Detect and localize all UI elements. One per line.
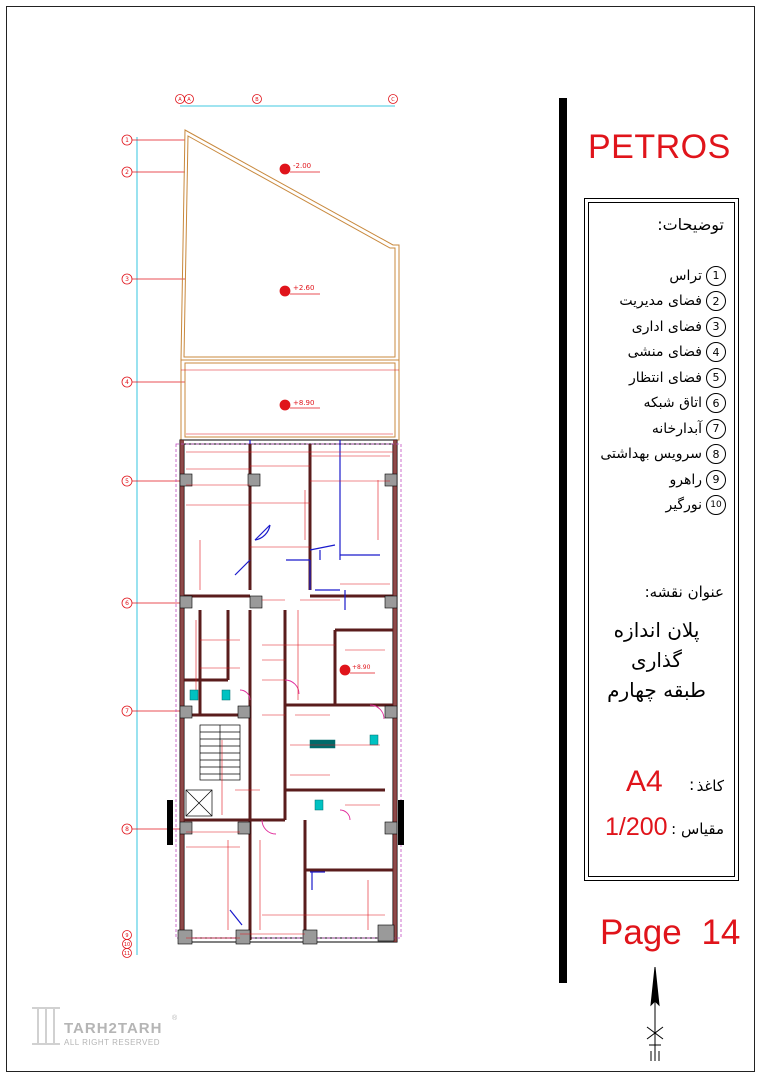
scale-label: مقیاس : [671, 820, 724, 838]
legend-number: 9 [706, 470, 726, 490]
legend-item-label: فضای منشی [627, 344, 702, 361]
interior-walls [184, 444, 393, 940]
legend-item [600, 442, 726, 468]
swing-doors [240, 680, 384, 834]
legend-number: 3 [706, 317, 726, 337]
legend-inner-frame [588, 202, 735, 877]
dashed-perimeter [176, 444, 401, 938]
axis-label-a2: A [187, 97, 191, 103]
legend-number: 8 [706, 444, 726, 464]
legend-item-label: نورگیر [665, 497, 702, 514]
legend-item-label: فضای اداری [631, 318, 702, 335]
building-wall-fill [180, 440, 397, 942]
legend-item [600, 416, 726, 442]
map-title-line-2: طبقه چهارم [607, 678, 706, 702]
legend-item [600, 493, 726, 519]
legend-number: 5 [706, 368, 726, 388]
legend-item-label: تراس [669, 267, 702, 284]
north-arrow-icon [635, 965, 675, 1065]
terrace-outline [181, 130, 399, 440]
row-label-4: 4 [125, 379, 129, 386]
row-label-1: 1 [125, 137, 129, 144]
legend-item [600, 340, 726, 366]
paper-size-value: A4 [626, 765, 663, 798]
legend-item-label: آبدارخانه [651, 420, 702, 437]
level-markers [280, 164, 375, 675]
legend-item-label: اتاق شبکه [643, 395, 702, 412]
paper-colon: : [689, 775, 695, 794]
map-title [589, 615, 724, 705]
dimension-lines [186, 434, 393, 938]
page-number: Page 14 [600, 913, 741, 952]
legend-item-label: فضای مدیریت [619, 293, 702, 310]
legend-number: 4 [706, 342, 726, 362]
row-label-5: 5 [125, 478, 129, 485]
legend-item [600, 391, 726, 417]
row-label-6: 6 [125, 600, 129, 607]
level-4: +8.90 [352, 664, 371, 671]
legend-item [600, 365, 726, 391]
legend-item-label: راهرو [669, 471, 702, 488]
row-label-3: 3 [125, 276, 129, 283]
level-1: -2.00 [293, 162, 312, 170]
row-label-2: 2 [125, 169, 129, 176]
stairs [200, 725, 240, 780]
map-title-line-1: پلان اندازه گذاری [613, 618, 700, 672]
map-title-label: عنوان نقشه: [644, 583, 724, 601]
legend-number: 10 [706, 495, 726, 515]
row-axis-markers [122, 135, 185, 958]
axis-label-b: B [255, 97, 259, 103]
legend-title: توضیحات: [657, 215, 724, 234]
row-label-10: 10 [123, 942, 131, 948]
axis-label-c: C [391, 97, 395, 103]
building-walls [180, 440, 397, 942]
legend-number: 6 [706, 393, 726, 413]
legend-item-label: فضای انتظار [628, 369, 702, 386]
title-block-divider [559, 98, 567, 983]
legend-item [600, 263, 726, 289]
row-label-11: 11 [123, 951, 131, 957]
logo-rights: ALL RIGHT RESERVED [64, 1038, 160, 1047]
legend-number: 1 [706, 266, 726, 286]
logo-wordmark: TARH2TARH [64, 1020, 163, 1037]
structural-columns [178, 474, 397, 944]
legend-item [600, 289, 726, 315]
legend-list [600, 263, 726, 518]
row-label-9: 9 [125, 933, 129, 939]
paper-label: کاغذ [696, 777, 724, 795]
logo-registered-mark: ® [172, 1015, 178, 1022]
column-axis-markers [176, 95, 398, 104]
elevator [186, 790, 212, 816]
row-label-8: 8 [125, 826, 129, 833]
scale-value: 1/200 [605, 813, 668, 841]
legend-panel [584, 198, 739, 881]
legend-number: 2 [706, 291, 726, 311]
axis-label-a1: A [178, 97, 182, 103]
brand-title: PETROS [588, 128, 731, 166]
legend-item [600, 467, 726, 493]
legend-number: 7 [706, 419, 726, 439]
level-2: +2.60 [293, 284, 315, 292]
row-label-7: 7 [125, 708, 129, 715]
legend-item-label: سرویس بهداشتی [600, 446, 702, 463]
level-3: +8.90 [293, 399, 315, 407]
legend-item [600, 314, 726, 340]
